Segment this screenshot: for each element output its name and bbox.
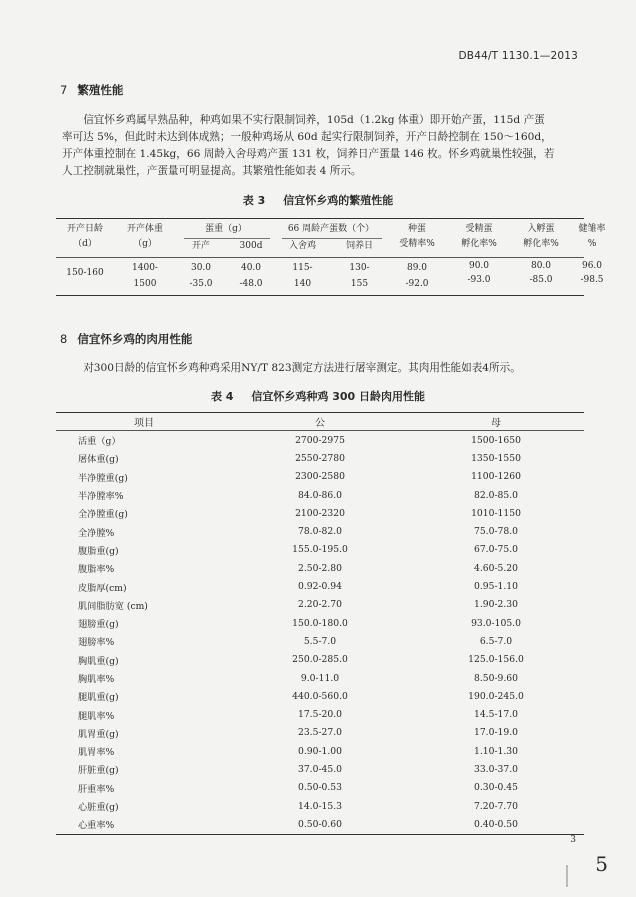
sheet-number: 5 xyxy=(595,852,608,876)
table-row xyxy=(56,724,584,742)
row-female-value: 75.0-78.0 xyxy=(473,526,519,538)
value-egg-300d-2: -48.0 xyxy=(239,279,263,289)
document-number: DB44/T 1130.1—2013 xyxy=(458,50,578,62)
row-item: 腿肌率% xyxy=(78,710,115,722)
paragraph-line: 对300日龄的信宜怀乡鸡种鸡采用NY/T 823测定方法进行屠宰测定。其肉用性能如表4所示。 xyxy=(83,362,521,374)
header-hatch-fert: 受精蛋 xyxy=(465,224,493,234)
value-start-weight-2: 1500 xyxy=(133,279,157,289)
row-male-value: 9.0-11.0 xyxy=(300,672,340,684)
row-female-value: 14.5-17.0 xyxy=(473,709,519,721)
row-female-value: 1.90-2.30 xyxy=(473,599,519,611)
row-item: 心脏重(g) xyxy=(78,802,119,814)
header-male: 公 xyxy=(232,413,408,431)
table-4-number: 表 4 xyxy=(210,390,234,403)
table-row xyxy=(56,504,584,522)
header-chick-2: % xyxy=(587,239,597,249)
row-female-value: 1350-1550 xyxy=(471,452,521,464)
row-item: 全净膛% xyxy=(78,527,115,539)
value-fertility-2: -92.0 xyxy=(405,279,429,289)
value-egg-300d-1: 40.0 xyxy=(240,263,262,273)
header-feeding-day: 饲养日 xyxy=(345,241,373,251)
row-male-value: 5.5-7.0 xyxy=(303,635,337,647)
table-4-caption xyxy=(0,388,636,404)
table-row xyxy=(56,486,584,504)
table-row xyxy=(56,577,584,595)
table-row xyxy=(56,614,584,632)
header-hatch-set-2: 孵化率% xyxy=(523,239,559,249)
row-item: 胸肌重(g) xyxy=(78,655,119,667)
value-feeding-2: 155 xyxy=(350,279,369,289)
table-3-title: 信宜怀乡鸡的繁殖性能 xyxy=(283,194,394,207)
row-female-value: 4.60-5.20 xyxy=(473,562,519,574)
header-housed: 入舍鸡 xyxy=(288,241,316,251)
table-4 xyxy=(56,412,584,835)
table-row xyxy=(56,669,584,687)
table-row xyxy=(56,541,584,559)
row-item: 心重率% xyxy=(78,820,115,832)
value-fertility-1: 89.0 xyxy=(406,263,428,273)
row-male-value: 23.5-27.0 xyxy=(297,727,343,739)
row-male-value: 0.50-0.60 xyxy=(297,818,343,830)
header-egg-weight: 蛋重（g） xyxy=(205,224,247,234)
table-3-number: 表 3 xyxy=(242,194,266,207)
table-3 xyxy=(56,218,606,296)
header-divider xyxy=(56,257,584,258)
table-row xyxy=(56,522,584,540)
row-female-value: 17.0-19.0 xyxy=(473,727,519,739)
header-egg-start: 开产 xyxy=(191,241,210,251)
row-female-value: 1100-1260 xyxy=(471,471,521,483)
header-chick: 健雏率 xyxy=(578,224,606,234)
header-item: 项目 xyxy=(56,413,232,431)
header-hatch-fert-2: 孵化率% xyxy=(461,239,497,249)
value-egg-start-2: -35.0 xyxy=(189,279,213,289)
paragraph-line: 信宜怀乡鸡属早熟品种，种鸡如果不实行限制饲养，105d（1.2kg 体重）即开始产蛋，115d 产蛋 xyxy=(83,114,545,126)
row-item: 翅膀率% xyxy=(78,637,115,649)
row-female-value: 8.50-9.60 xyxy=(473,672,519,684)
table-row xyxy=(56,559,584,577)
row-female-value: 93.0-105.0 xyxy=(471,617,521,629)
row-female-value: 67.0-75.0 xyxy=(473,544,519,556)
row-male-value: 37.0-45.0 xyxy=(297,763,343,775)
value-chick-2: -98.5 xyxy=(580,275,604,285)
row-female-value: 6.5-7.0 xyxy=(479,635,513,647)
row-female-value: 33.0-37.0 xyxy=(473,763,519,775)
row-male-value: 2.50-2.80 xyxy=(297,562,343,574)
section-8-title: 信宜怀乡鸡的肉用性能 xyxy=(77,332,193,346)
row-female-value: 1010-1150 xyxy=(471,507,521,519)
row-female-value: 1.10-1.30 xyxy=(473,745,519,757)
row-item: 半净膛重(g) xyxy=(78,472,128,484)
row-male-value: 2100-2320 xyxy=(295,507,345,519)
section-8-paragraph xyxy=(62,360,582,377)
value-feeding-1: 130- xyxy=(349,263,370,273)
table-row xyxy=(56,779,584,797)
row-male-value: 0.50-0.53 xyxy=(297,782,343,794)
row-male-value: 2700-2975 xyxy=(295,434,345,446)
row-male-value: 2550-2780 xyxy=(295,452,345,464)
section-7-paragraph xyxy=(62,112,582,180)
row-male-value: 78.0-82.0 xyxy=(297,526,343,538)
table-row xyxy=(56,632,584,650)
row-item: 腹脂重(g) xyxy=(78,545,119,557)
table-row xyxy=(56,760,584,778)
row-item: 腿肌重(g) xyxy=(78,692,119,704)
paragraph-line: 人工控制就巢性，产蛋量可明显提高。其繁殖性能如表 4 所示。 xyxy=(62,165,362,177)
value-hatch-fert-1: 90.0 xyxy=(468,261,490,271)
section-7-heading xyxy=(60,82,123,98)
paragraph-line: 开产体重控制在 1.45kg，66 周龄入舍母鸡产蛋 131 枚，饲养日产蛋量 146 枚。怀乡鸡就巢性较强，若 xyxy=(62,148,555,160)
value-chick-1: 96.0 xyxy=(581,261,603,271)
row-male-value: 150.0-180.0 xyxy=(292,617,348,629)
row-female-value: 1500-1650 xyxy=(471,434,521,446)
row-item: 半净膛率% xyxy=(78,491,124,503)
value-housed-2: 140 xyxy=(293,279,312,289)
table-4-title: 信宜怀乡鸡种鸡 300 日龄肉用性能 xyxy=(251,390,426,403)
table-row xyxy=(56,596,584,614)
row-male-value: 2.20-2.70 xyxy=(297,599,343,611)
value-egg-start-1: 30.0 xyxy=(190,263,212,273)
margin-mark xyxy=(566,865,568,887)
row-female-value: 0.30-0.45 xyxy=(473,782,519,794)
header-female: 母 xyxy=(408,413,584,431)
table-row xyxy=(56,797,584,815)
value-hatch-fert-2: -93.0 xyxy=(467,275,491,285)
row-item: 肌胃率% xyxy=(78,747,115,759)
row-female-value: 82.0-85.0 xyxy=(473,489,519,501)
section-7-title: 繁殖性能 xyxy=(77,83,124,97)
header-start-weight-unit: （g） xyxy=(133,239,157,249)
header-fertility: 种蛋 xyxy=(407,224,426,234)
page-number: 3 xyxy=(570,835,576,845)
header-egg-count: 66 周龄产蛋数（个） xyxy=(287,224,375,234)
row-female-value: 125.0-156.0 xyxy=(468,654,524,666)
table-row xyxy=(56,449,584,467)
row-item: 肝脏重(g) xyxy=(78,765,119,777)
section-7-number: 7 xyxy=(60,83,68,97)
section-8-heading xyxy=(60,331,192,347)
row-male-value: 0.92-0.94 xyxy=(297,581,343,593)
row-male-value: 14.0-15.3 xyxy=(297,800,343,812)
table-row xyxy=(56,815,584,833)
row-item: 屠体重(g) xyxy=(78,454,119,466)
value-hatch-set-2: -85.0 xyxy=(529,275,553,285)
table-row xyxy=(56,431,584,450)
row-item: 翅膀重(g) xyxy=(78,619,119,631)
value-start-weight-1: 1400- xyxy=(132,263,158,273)
row-item: 肝重率% xyxy=(78,783,115,795)
row-male-value: 250.0-285.0 xyxy=(292,654,348,666)
value-start-age: 150-160 xyxy=(66,268,104,278)
row-item: 全净膛重(g) xyxy=(78,509,128,521)
header-hatch-set: 入孵蛋 xyxy=(527,224,555,234)
value-housed-1: 115- xyxy=(292,263,313,273)
row-item: 皮脂厚(cm) xyxy=(78,582,127,594)
header-start-age-unit: （d） xyxy=(73,239,97,249)
row-male-value: 440.0-560.0 xyxy=(292,690,348,702)
row-female-value: 0.95-1.10 xyxy=(473,581,519,593)
row-female-value: 0.40-0.50 xyxy=(473,818,519,830)
header-fertility-2: 受精率% xyxy=(399,239,435,249)
row-male-value: 155.0-195.0 xyxy=(292,544,348,556)
row-item: 腹脂率% xyxy=(78,564,115,576)
table-3-caption xyxy=(0,192,636,208)
table-row xyxy=(56,742,584,760)
header-start-age: 开产日龄 xyxy=(66,224,103,234)
row-female-value: 190.0-245.0 xyxy=(468,690,524,702)
row-male-value: 0.90-1.00 xyxy=(297,745,343,757)
row-item: 活重（g） xyxy=(78,436,121,448)
header-start-weight: 开产体重 xyxy=(126,224,163,234)
row-female-value: 7.20-7.70 xyxy=(473,800,519,812)
row-male-value: 2300-2580 xyxy=(295,471,345,483)
row-male-value: 17.5-20.0 xyxy=(297,709,343,721)
table-row xyxy=(56,705,584,723)
section-8-number: 8 xyxy=(60,332,68,346)
row-item: 肌胃重(g) xyxy=(78,728,119,740)
header-egg-300d: 300d xyxy=(239,241,263,251)
row-item: 胸肌率% xyxy=(78,674,115,685)
row-item: 肌间脂肪宽 (cm) xyxy=(78,600,148,612)
table-row xyxy=(56,687,584,705)
table-row xyxy=(56,651,584,669)
table-row xyxy=(56,468,584,486)
value-hatch-set-1: 80.0 xyxy=(530,261,552,271)
paragraph-line: 率可达 5%，但此时未达到体成熟；一般种鸡场从 60d 起实行限制饲养，开产日龄控制在 150～160d， xyxy=(62,131,552,143)
row-male-value: 84.0-86.0 xyxy=(297,489,343,501)
